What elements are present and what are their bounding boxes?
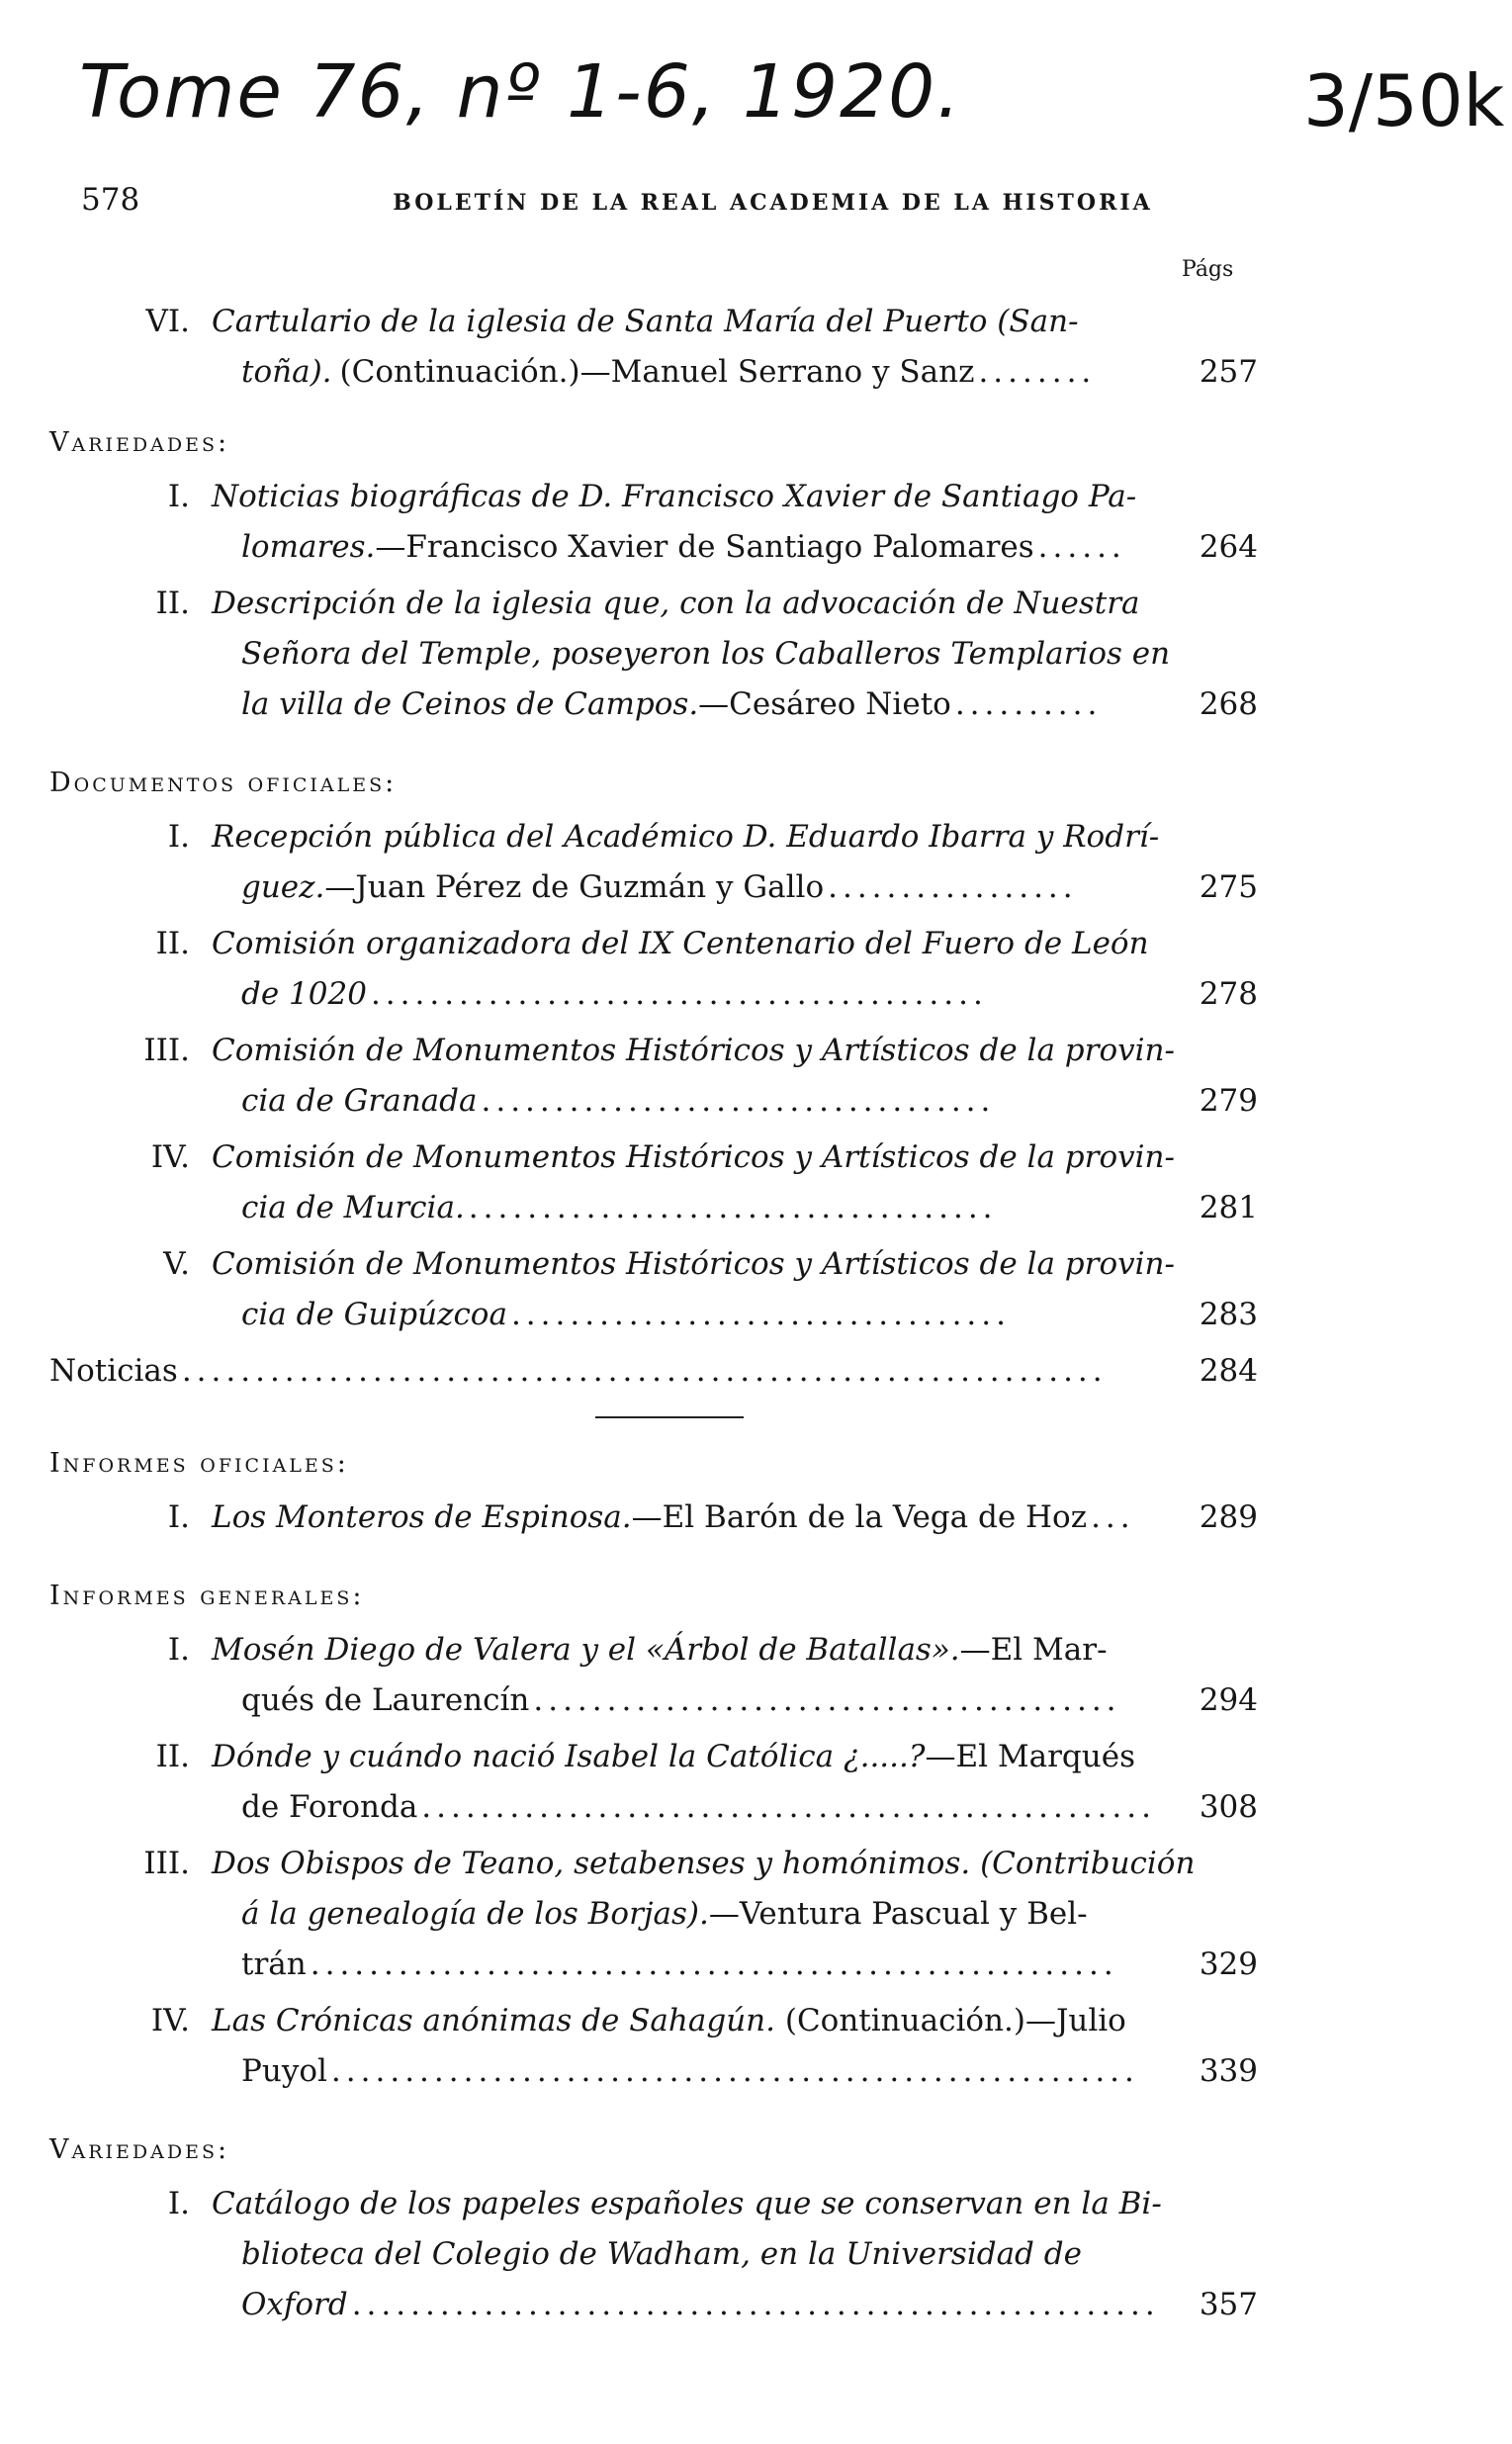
entry-title-continued: Oxford (241, 2287, 348, 2322)
entry-author: (Continuación.)—Julio (784, 2003, 1126, 2038)
section-heading-informes-oficiales: Informes oficiales: (49, 1448, 349, 1479)
dot-leader: ........ (978, 354, 1097, 390)
entry-last-line (212, 1290, 1258, 1340)
entry-title: Dónde y cuándo nació Isabel la Católica ¿.....? (212, 1739, 926, 1774)
dot-leader: ................. (828, 869, 1078, 905)
entry-numeral: III. (143, 1033, 190, 1068)
dot-leader: .......... (954, 686, 1103, 722)
entry-body (212, 297, 1258, 398)
entry-body (212, 919, 1258, 1020)
toc-entry (81, 297, 1258, 398)
entry-title: Mosén Diego de Valera y el «Árbol de Batallas». (212, 1632, 960, 1668)
page-number: 578 (81, 182, 140, 218)
entry-page-number: 264 (1199, 529, 1258, 565)
entry-page-number: 357 (1199, 2287, 1258, 2322)
entry-author: —Cesáreo Nieto (698, 686, 951, 722)
entry-page-number: 278 (1199, 976, 1258, 1012)
entry-numeral: V. (163, 1246, 190, 1282)
entry-page-number: 289 (1199, 1499, 1258, 1535)
entry-title-continued: á la genealogía de los Borjas). (241, 1896, 709, 1932)
entry-last-line (212, 862, 1258, 913)
entry-page-number: 257 (1199, 354, 1258, 390)
entry-title: Noticias (49, 1353, 178, 1389)
entry-body (212, 1493, 1258, 1543)
entry-page-number: 329 (1199, 1946, 1258, 1982)
toc-entry (81, 1732, 1258, 1833)
entry-last-line (212, 1183, 1258, 1233)
entry-first-line (212, 1625, 1258, 1675)
entry-page-number: 294 (1199, 1682, 1258, 1718)
section-heading-informes-generales: Informes generales: (49, 1581, 365, 1611)
toc-entry (81, 2179, 1258, 2330)
dot-leader: .................................. (510, 1297, 1011, 1332)
entry-title: Los Monteros de Espinosa. (212, 1499, 632, 1535)
entry-page-number: 281 (1199, 1190, 1258, 1225)
entry-last-line (212, 1782, 1258, 1833)
entry-title: Dos Obispos de Teano, setabenses y homónimos. (Contribución (212, 1846, 1196, 1881)
entry-last-line (212, 1940, 1258, 1990)
entry-numeral: II. (155, 926, 190, 961)
entry-last-line (212, 2280, 1258, 2330)
entry-second-line (212, 1889, 1258, 1940)
toc-entry (81, 1132, 1258, 1233)
entry-title-continued: guez. (241, 869, 325, 905)
entry-title: Comisión de Monumentos Históricos y Artísticos de la provin- (212, 1033, 1175, 1068)
entry-page-number: 308 (1199, 1789, 1258, 1825)
entry-last-line (212, 1493, 1258, 1543)
entry-numeral: IV. (150, 2003, 190, 2038)
entry-last-line (212, 1076, 1258, 1127)
entry-numeral: I. (167, 819, 190, 855)
entry-numeral: IV. (150, 1139, 190, 1175)
entry-body (212, 472, 1258, 573)
handwritten-volume-note: Tome 76, nº 1-6, 1920. (79, 49, 962, 135)
entry-body (212, 579, 1258, 730)
section-heading-documentos-oficiales: Documentos oficiales: (49, 768, 398, 798)
entry-numeral: I. (167, 2186, 190, 2221)
entry-first-line (212, 1732, 1258, 1782)
entry-body (212, 1996, 1258, 2097)
entry-title: Catálogo de los papeles españoles que se conservan en la Bi- (212, 2186, 1162, 2221)
dot-leader: ........................................ (533, 1682, 1121, 1718)
entry-title-continued: la villa de Ceinos de Campos. (241, 686, 699, 722)
entry-author: —El Marqués (925, 1739, 1135, 1774)
toc-entry (81, 812, 1258, 913)
entry-title: Descripción de la iglesia que, con la advocación de Nuestra (212, 586, 1140, 621)
pages-column-label: Págs (1182, 257, 1234, 282)
entry-page-number: 268 (1199, 686, 1258, 722)
entry-numeral: III. (143, 1846, 190, 1881)
entry-numeral: I. (167, 1499, 190, 1535)
table-of-contents (49, 297, 1258, 2336)
entry-last-line (212, 679, 1258, 730)
toc-entry (81, 1026, 1258, 1127)
entry-title-continued: lomares. (241, 529, 376, 565)
entry-page-number: 283 (1199, 1297, 1258, 1332)
entry-title: Noticias biográficas de D. Francisco Xavier de Santiago Pa- (212, 479, 1137, 514)
entry-page-number: 284 (1199, 1353, 1258, 1389)
entry-author-continued: Puyol (241, 2053, 327, 2089)
entry-body (212, 1839, 1258, 1990)
dot-leader: ... (1091, 1499, 1135, 1535)
toc-entry (81, 1996, 1258, 2097)
entry-author: —Ventura Pascual y Bel- (708, 1896, 1088, 1932)
dot-leader: ....................................................... (310, 1946, 1118, 1982)
dot-leader: ............................................................... (181, 1353, 1108, 1389)
entry-author-continued: de Foronda (241, 1789, 418, 1825)
entry-title: Comisión de Monumentos Históricos y Artísticos de la provin- (212, 1246, 1175, 1282)
entry-title-continued: cia de Murcia. (241, 1190, 465, 1225)
toc-entry (81, 919, 1258, 1020)
toc-entry (81, 472, 1258, 573)
entry-last-line (212, 969, 1258, 1020)
dot-leader: .................................... (468, 1190, 998, 1225)
entry-author: —Francisco Xavier de Santiago Palomares (375, 529, 1034, 565)
toc-entry-noticias (49, 1346, 1258, 1397)
page-header (81, 182, 1257, 226)
section-divider (595, 1416, 744, 1418)
entry-title: Recepción pública del Académico D. Eduardo Ibarra y Rodrí- (212, 819, 1160, 855)
handwritten-shelf-note: 3/50k (1303, 59, 1505, 142)
dot-leader: ....................................................... (330, 2053, 1139, 2089)
entry-body (212, 1239, 1258, 1340)
entry-last-line (212, 1675, 1258, 1726)
entry-author-continued: qués de Laurencín (241, 1682, 530, 1718)
dot-leader: ....................................................... (351, 2287, 1160, 2322)
entry-title-continued: cia de Granada (241, 1083, 478, 1119)
entry-author-continued: trán (241, 1946, 307, 1982)
entry-title: Comisión organizadora del IX Centenario del Fuero de León (212, 926, 1149, 961)
entry-title: Cartulario de la iglesia de Santa María del Puerto (San- (212, 304, 1079, 339)
entry-title-continued: blioteca del Colegio de Wadham, en la Universidad de (241, 2236, 1082, 2272)
entry-author: —Juan Pérez de Guzmán y Gallo (324, 869, 825, 905)
entry-page-number: 275 (1199, 869, 1258, 905)
toc-entry (81, 1239, 1258, 1340)
dot-leader: ...... (1037, 529, 1126, 565)
entry-last-line (212, 522, 1258, 573)
toc-entry (81, 1493, 1258, 1543)
entry-title-continued: Señora del Temple, poseyeron los Caballeros Templarios en (241, 636, 1171, 672)
entry-numeral: I. (167, 479, 190, 514)
entry-numeral: II. (155, 1739, 190, 1774)
entry-title-continued: cia de Guipúzcoa (241, 1297, 507, 1332)
section-heading-variedades: Variedades: (49, 427, 230, 458)
section-heading-variedades-2: Variedades: (49, 2134, 230, 2165)
entry-title: Comisión de Monumentos Históricos y Artísticos de la provin- (212, 1139, 1175, 1175)
entry-author: —El Barón de la Vega de Hoz (631, 1499, 1088, 1535)
running-title: BOLETÍN DE LA REAL ACADEMIA DE LA HISTORIA (393, 190, 1153, 216)
entry-title-continued: de 1020 (241, 976, 367, 1012)
entry-last-line (212, 347, 1258, 398)
entry-first-line (212, 1996, 1258, 2046)
entry-title-continued: toña). (241, 354, 332, 390)
entry-body (212, 2179, 1258, 2330)
entry-numeral: II. (155, 586, 190, 621)
dot-leader: .................................................. (421, 1789, 1156, 1825)
entry-author: (Continuación.)—Manuel Serrano y Sanz (339, 354, 975, 390)
entry-body (212, 1026, 1258, 1127)
entry-author: —El Mar- (959, 1632, 1108, 1668)
toc-entry (81, 579, 1258, 730)
entry-page-number: 339 (1199, 2053, 1258, 2089)
entry-title: Las Crónicas anónimas de Sahagún. (212, 2003, 775, 2038)
entry-body (212, 1625, 1258, 1726)
dot-leader: ................................... (481, 1083, 996, 1119)
entry-numeral: I. (167, 1632, 190, 1668)
entry-numeral: VI. (145, 304, 190, 339)
dot-leader: .......................................... (370, 976, 988, 1012)
toc-entry (81, 1839, 1258, 1990)
entry-body (212, 1132, 1258, 1233)
entry-body (212, 1732, 1258, 1833)
entry-page-number: 279 (1199, 1083, 1258, 1119)
entry-body (212, 812, 1258, 913)
toc-entry (81, 1625, 1258, 1726)
entry-last-line (212, 2046, 1258, 2097)
